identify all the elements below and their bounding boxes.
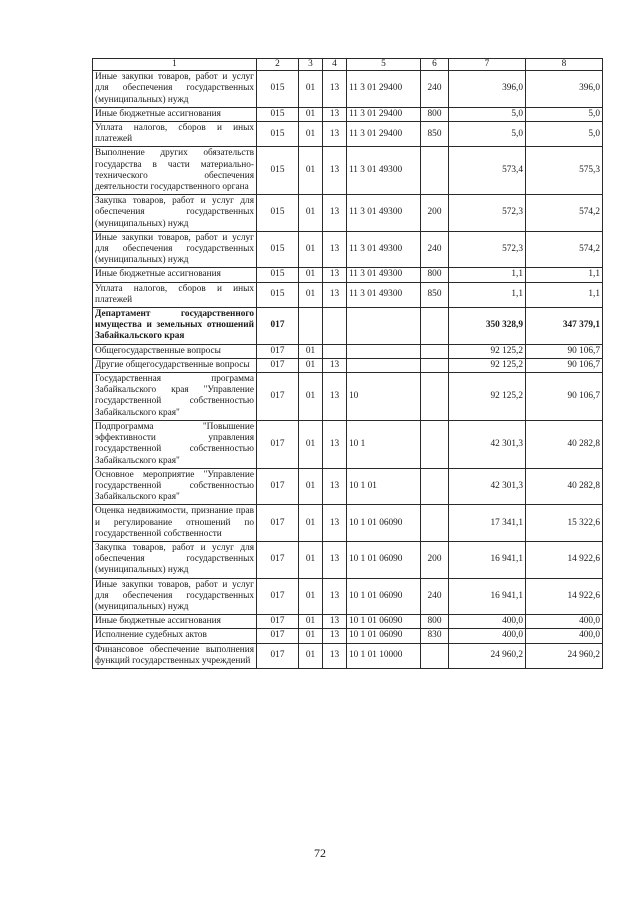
item-name-cell: Департамент государственного имущества и земельных отношений Забайкальского края <box>93 308 257 345</box>
target-article-cell: 10 <box>347 373 421 421</box>
section-code-cell: 01 <box>299 71 323 108</box>
item-name-cell: Государственная программа Забайкальского края "Управление государственной собственностью Забайкальского края" <box>93 373 257 421</box>
expense-type-cell: 800 <box>421 107 449 121</box>
section-code-cell: 01 <box>299 468 323 505</box>
amount-year-2-cell: 1,1 <box>526 268 603 282</box>
expense-type-cell: 800 <box>421 615 449 629</box>
item-name-cell: Подпрограмма "Повышение эффективности управления государственной собственностью Забайкальского края" <box>93 420 257 468</box>
expense-type-cell: 240 <box>421 578 449 615</box>
expense-type-cell: 200 <box>421 541 449 578</box>
subsection-code-cell: 13 <box>323 282 347 307</box>
target-article-cell: 10 1 01 06090 <box>347 578 421 615</box>
ministry-code-cell: 017 <box>257 308 299 345</box>
subsection-code-cell: 13 <box>323 505 347 542</box>
amount-year-2-cell: 14 922,6 <box>526 541 603 578</box>
item-name-cell: Исполнение судебных актов <box>93 629 257 643</box>
table-row <box>93 420 603 468</box>
subsection-code-cell: 13 <box>323 468 347 505</box>
ministry-code-cell: 017 <box>257 643 299 668</box>
table-body <box>93 71 603 669</box>
column-header: 3 <box>299 59 323 71</box>
item-name-cell: Уплата налогов, сборов и иных платежей <box>93 282 257 307</box>
target-article-cell <box>347 358 421 372</box>
subsection-code-cell: 13 <box>323 71 347 108</box>
subsection-code-cell: 13 <box>323 541 347 578</box>
subsection-code-cell: 13 <box>323 629 347 643</box>
ministry-code-cell: 017 <box>257 373 299 421</box>
ministry-code-cell: 015 <box>257 195 299 232</box>
amount-year-2-cell: 40 282,8 <box>526 468 603 505</box>
section-code-cell: 01 <box>299 344 323 358</box>
target-article-cell: 11 3 01 49300 <box>347 282 421 307</box>
table-row <box>93 231 603 268</box>
expense-type-cell: 240 <box>421 231 449 268</box>
expense-type-cell: 800 <box>421 268 449 282</box>
amount-year-1-cell: 1,1 <box>449 268 526 282</box>
item-name-cell: Другие общегосударственные вопросы <box>93 358 257 372</box>
section-code-cell <box>299 308 323 345</box>
amount-year-1-cell: 5,0 <box>449 107 526 121</box>
amount-year-1-cell: 5,0 <box>449 122 526 147</box>
amount-year-1-cell: 573,4 <box>449 147 526 195</box>
expense-type-cell: 830 <box>421 629 449 643</box>
expense-type-cell: 850 <box>421 282 449 307</box>
section-code-cell: 01 <box>299 373 323 421</box>
budget-table <box>92 58 603 669</box>
table-row <box>93 505 603 542</box>
target-article-cell: 11 3 01 29400 <box>347 107 421 121</box>
section-code-cell: 01 <box>299 643 323 668</box>
amount-year-1-cell: 572,3 <box>449 195 526 232</box>
table-row <box>93 147 603 195</box>
section-code-cell: 01 <box>299 195 323 232</box>
amount-year-1-cell: 24 960,2 <box>449 643 526 668</box>
target-article-cell: 11 3 01 49300 <box>347 231 421 268</box>
ministry-code-cell: 017 <box>257 615 299 629</box>
ministry-code-cell: 017 <box>257 358 299 372</box>
amount-year-1-cell: 16 941,1 <box>449 578 526 615</box>
table-row <box>93 615 603 629</box>
item-name-cell: Иные закупки товаров, работ и услуг для обеспечения государственных (муниципальных) нужд <box>93 578 257 615</box>
page-number: 72 <box>314 846 326 860</box>
amount-year-2-cell: 24 960,2 <box>526 643 603 668</box>
item-name-cell: Финансовое обеспечение выполнения функций государственных учреждений <box>93 643 257 668</box>
ministry-code-cell: 015 <box>257 282 299 307</box>
ministry-code-cell: 015 <box>257 231 299 268</box>
item-name-cell: Иные бюджетные ассигнования <box>93 268 257 282</box>
column-header: 1 <box>93 59 257 71</box>
amount-year-2-cell: 40 282,8 <box>526 420 603 468</box>
amount-year-2-cell: 5,0 <box>526 107 603 121</box>
amount-year-1-cell: 92 125,2 <box>449 373 526 421</box>
target-article-cell: 10 1 01 <box>347 468 421 505</box>
column-header: 4 <box>323 59 347 71</box>
target-article-cell: 11 3 01 29400 <box>347 122 421 147</box>
ministry-code-cell: 015 <box>257 147 299 195</box>
section-code-cell: 01 <box>299 615 323 629</box>
amount-year-1-cell: 17 341,1 <box>449 505 526 542</box>
expense-type-cell <box>421 358 449 372</box>
amount-year-2-cell: 1,1 <box>526 282 603 307</box>
ministry-code-cell: 017 <box>257 541 299 578</box>
section-code-cell: 01 <box>299 122 323 147</box>
expense-type-cell <box>421 420 449 468</box>
amount-year-2-cell: 5,0 <box>526 122 603 147</box>
item-name-cell: Выполнение других обязательств государства в части материально-технического обеспечения деятельности государственного органа <box>93 147 257 195</box>
target-article-cell: 11 3 01 49300 <box>347 268 421 282</box>
amount-year-2-cell: 14 922,6 <box>526 578 603 615</box>
table-row <box>93 71 603 108</box>
item-name-cell: Основное мероприятие "Управление государственной собственностью Забайкальского края" <box>93 468 257 505</box>
amount-year-2-cell: 396,0 <box>526 71 603 108</box>
amount-year-1-cell: 396,0 <box>449 71 526 108</box>
table-row <box>93 578 603 615</box>
column-header: 5 <box>347 59 421 71</box>
column-header: 7 <box>449 59 526 71</box>
section-code-cell: 01 <box>299 268 323 282</box>
amount-year-1-cell: 42 301,3 <box>449 468 526 505</box>
table-row <box>93 195 603 232</box>
subsection-code-cell: 13 <box>323 147 347 195</box>
item-name-cell: Иные бюджетные ассигнования <box>93 615 257 629</box>
amount-year-2-cell: 574,2 <box>526 195 603 232</box>
subsection-code-cell: 13 <box>323 373 347 421</box>
target-article-cell: 10 1 01 10000 <box>347 643 421 668</box>
ministry-code-cell: 015 <box>257 107 299 121</box>
amount-year-1-cell: 92 125,2 <box>449 358 526 372</box>
ministry-code-cell: 015 <box>257 71 299 108</box>
section-code-cell: 01 <box>299 282 323 307</box>
ministry-code-cell: 015 <box>257 268 299 282</box>
amount-year-1-cell: 42 301,3 <box>449 420 526 468</box>
expense-type-cell: 200 <box>421 195 449 232</box>
section-code-cell: 01 <box>299 578 323 615</box>
subsection-code-cell: 13 <box>323 268 347 282</box>
expense-type-cell <box>421 147 449 195</box>
section-code-cell: 01 <box>299 541 323 578</box>
subsection-code-cell <box>323 344 347 358</box>
section-code-cell: 01 <box>299 629 323 643</box>
target-article-cell: 10 1 01 06090 <box>347 615 421 629</box>
ministry-code-cell: 017 <box>257 629 299 643</box>
expense-type-cell: 850 <box>421 122 449 147</box>
table-row <box>93 629 603 643</box>
amount-year-1-cell: 1,1 <box>449 282 526 307</box>
target-article-cell <box>347 344 421 358</box>
expense-type-cell <box>421 344 449 358</box>
target-article-cell: 10 1 01 06090 <box>347 629 421 643</box>
section-code-cell: 01 <box>299 358 323 372</box>
item-name-cell: Иные закупки товаров, работ и услуг для обеспечения государственных (муниципальных) нужд <box>93 231 257 268</box>
ministry-code-cell: 017 <box>257 420 299 468</box>
subsection-code-cell: 13 <box>323 122 347 147</box>
subsection-code-cell: 13 <box>323 578 347 615</box>
item-name-cell: Иные закупки товаров, работ и услуг для обеспечения государственных (муниципальных) нужд <box>93 71 257 108</box>
expense-type-cell <box>421 308 449 345</box>
amount-year-2-cell: 400,0 <box>526 629 603 643</box>
table-row <box>93 344 603 358</box>
amount-year-1-cell: 400,0 <box>449 629 526 643</box>
target-article-cell <box>347 308 421 345</box>
target-article-cell: 10 1 <box>347 420 421 468</box>
table-row <box>93 358 603 372</box>
section-code-cell: 01 <box>299 505 323 542</box>
column-header: 6 <box>421 59 449 71</box>
table-row <box>93 107 603 121</box>
target-article-cell: 10 1 01 06090 <box>347 505 421 542</box>
expense-type-cell <box>421 643 449 668</box>
target-article-cell: 10 1 01 06090 <box>347 541 421 578</box>
amount-year-1-cell: 350 328,9 <box>449 308 526 345</box>
section-code-cell: 01 <box>299 231 323 268</box>
table-row <box>93 468 603 505</box>
amount-year-1-cell: 16 941,1 <box>449 541 526 578</box>
table-row <box>93 308 603 345</box>
ministry-code-cell: 017 <box>257 578 299 615</box>
amount-year-2-cell: 15 322,6 <box>526 505 603 542</box>
subsection-code-cell: 13 <box>323 231 347 268</box>
subsection-code-cell: 13 <box>323 643 347 668</box>
table-row <box>93 643 603 668</box>
ministry-code-cell: 015 <box>257 122 299 147</box>
amount-year-1-cell: 92 125,2 <box>449 344 526 358</box>
amount-year-2-cell: 575,3 <box>526 147 603 195</box>
item-name-cell: Иные бюджетные ассигнования <box>93 107 257 121</box>
amount-year-2-cell: 90 106,7 <box>526 358 603 372</box>
item-name-cell: Оценка недвижимости, признание прав и регулирование отношений по государственной собственности <box>93 505 257 542</box>
column-header: 2 <box>257 59 299 71</box>
amount-year-2-cell: 574,2 <box>526 231 603 268</box>
amount-year-2-cell: 90 106,7 <box>526 373 603 421</box>
amount-year-2-cell: 400,0 <box>526 615 603 629</box>
section-code-cell: 01 <box>299 147 323 195</box>
subsection-code-cell: 13 <box>323 195 347 232</box>
column-header: 8 <box>526 59 603 71</box>
item-name-cell: Закупка товаров, работ и услуг для обеспечения государственных (муниципальных) нужд <box>93 195 257 232</box>
amount-year-1-cell: 572,3 <box>449 231 526 268</box>
subsection-code-cell <box>323 308 347 345</box>
item-name-cell: Общегосударственные вопросы <box>93 344 257 358</box>
target-article-cell: 11 3 01 49300 <box>347 147 421 195</box>
ministry-code-cell: 017 <box>257 344 299 358</box>
amount-year-1-cell: 400,0 <box>449 615 526 629</box>
amount-year-2-cell: 347 379,1 <box>526 308 603 345</box>
item-name-cell: Уплата налогов, сборов и иных платежей <box>93 122 257 147</box>
table-row <box>93 541 603 578</box>
ministry-code-cell: 017 <box>257 468 299 505</box>
target-article-cell: 11 3 01 29400 <box>347 71 421 108</box>
ministry-code-cell: 017 <box>257 505 299 542</box>
table-row <box>93 122 603 147</box>
subsection-code-cell: 13 <box>323 420 347 468</box>
subsection-code-cell: 13 <box>323 615 347 629</box>
item-name-cell: Закупка товаров, работ и услуг для обеспечения государственных (муниципальных) нужд <box>93 541 257 578</box>
expense-type-cell <box>421 505 449 542</box>
expense-type-cell <box>421 373 449 421</box>
subsection-code-cell: 13 <box>323 107 347 121</box>
table-row <box>93 282 603 307</box>
section-code-cell: 01 <box>299 107 323 121</box>
amount-year-2-cell: 90 106,7 <box>526 344 603 358</box>
expense-type-cell <box>421 468 449 505</box>
target-article-cell: 11 3 01 49300 <box>347 195 421 232</box>
subsection-code-cell: 13 <box>323 358 347 372</box>
table-row <box>93 373 603 421</box>
table-row <box>93 268 603 282</box>
table-header-row <box>93 59 603 71</box>
expense-type-cell: 240 <box>421 71 449 108</box>
section-code-cell: 01 <box>299 420 323 468</box>
